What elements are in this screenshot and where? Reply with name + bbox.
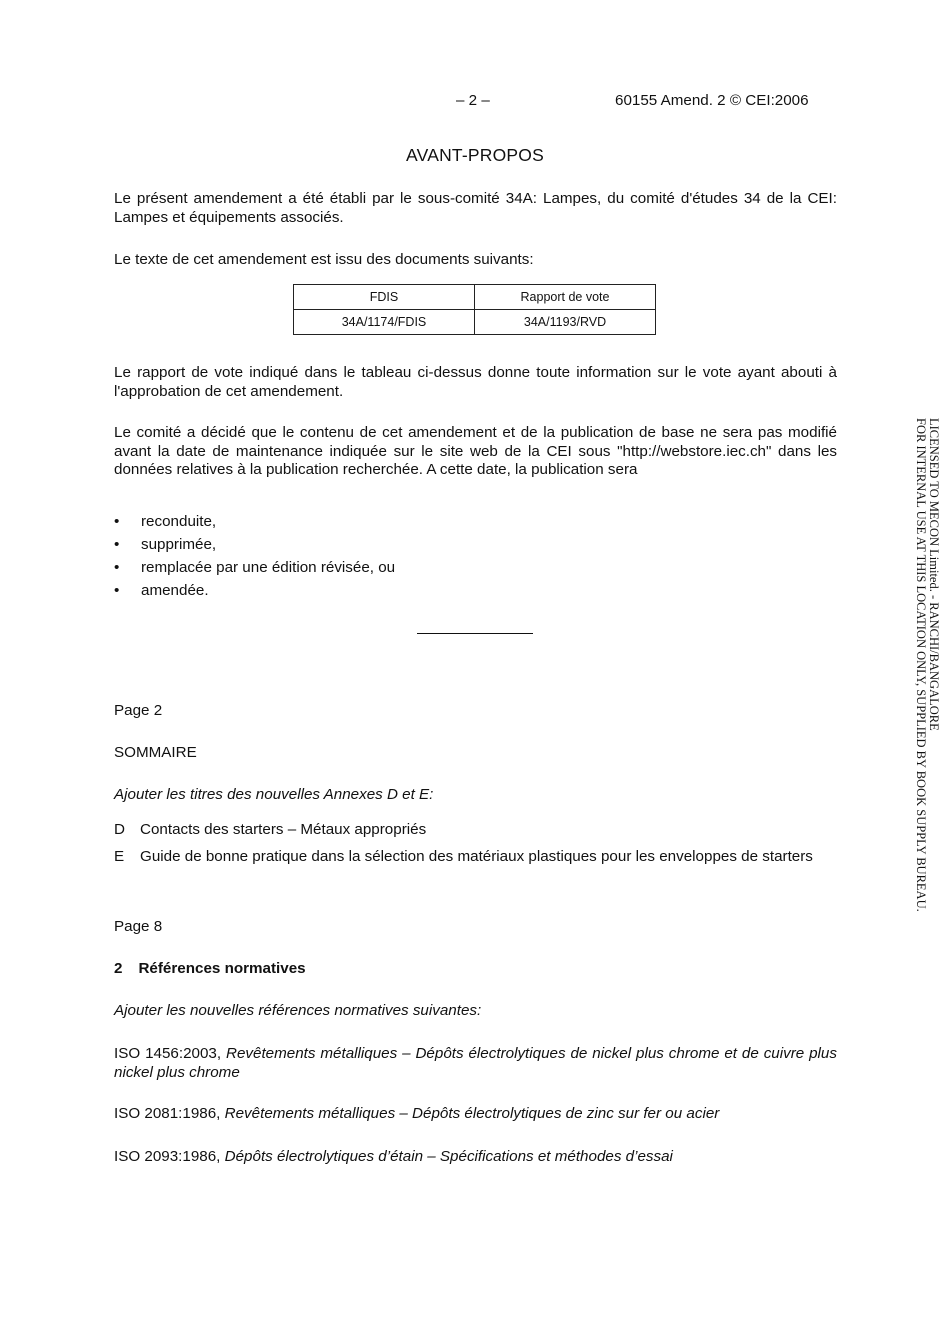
- bullet-icon: •: [114, 559, 120, 576]
- sommaire-instruction: Ajouter les titres des nouvelles Annexes D et E:: [114, 786, 434, 803]
- table-cell-rvd: 34A/1193/RVD: [475, 310, 656, 335]
- table-cell-fdis: 34A/1174/FDIS: [294, 310, 475, 335]
- voting-documents-table: [293, 284, 656, 335]
- publication-outcome-list: [114, 513, 814, 605]
- license-line-2: FOR INTERNAL USE AT THIS LOCATION ONLY, SUPPLIED BY BOOK SUPPLY BUREAU.: [914, 418, 928, 912]
- document-reference: 60155 Amend. 2 © CEI:2006: [615, 92, 809, 109]
- foreword-title: AVANT-PROPOS: [406, 145, 544, 165]
- foreword-paragraph-2: Le texte de cet amendement est issu des documents suivants:: [114, 251, 534, 268]
- license-line-1: LICENSED TO MECON Limited. - RANCHI/BANGALORE: [927, 418, 941, 731]
- clause-title: Références normatives: [138, 960, 306, 977]
- page-8-label: Page 8: [114, 918, 163, 935]
- list-item: • supprimée,: [114, 536, 217, 553]
- reference-code: ISO 2081:1986,: [114, 1105, 221, 1122]
- normative-reference: [114, 1148, 837, 1167]
- foreword-paragraph-1: Le présent amendement a été établi par le sous-comité 34A: Lampes, du comité d'études 34 de la CEI: Lampes et équipements associés.: [114, 190, 837, 226]
- page-2-label: Page 2: [114, 702, 163, 719]
- page-number: – 2 –: [456, 92, 490, 109]
- table-header-rapport: Rapport de vote: [475, 285, 656, 310]
- normative-reference: [114, 1045, 837, 1082]
- list-item: • reconduite,: [114, 513, 217, 530]
- table-row: [294, 310, 656, 335]
- reference-title: Revêtements métalliques – Dépôts électrolytiques de zinc sur fer ou acier: [224, 1105, 720, 1122]
- table-header-row: [294, 285, 656, 310]
- reference-code: ISO 2093:1986,: [114, 1148, 221, 1165]
- annex-entry-e: [114, 848, 837, 867]
- section-divider: [417, 633, 533, 634]
- foreword-paragraph-4: Le comité a décidé que le contenu de cet amendement et de la publication de base ne sera pas modifié avant la date de maintenance indiquée sur le site web de la CEI sous "http://webstore.iec.ch" dans les données relatives à la publication recherchée. A cette date, la publication sera: [114, 424, 837, 478]
- annex-letter: D: [114, 821, 125, 838]
- annex-title: Contacts des starters – Métaux appropriés: [140, 821, 427, 838]
- reference-title: Dépôts électrolytiques d’étain – Spécifications et méthodes d’essai: [224, 1148, 673, 1165]
- bullet-icon: •: [114, 513, 120, 530]
- annex-entry-d: [114, 821, 837, 840]
- list-item: • remplacée par une édition révisée, ou: [114, 559, 396, 576]
- list-item: • amendée.: [114, 582, 209, 599]
- clause-heading: [114, 960, 837, 979]
- license-notice: [912, 418, 940, 938]
- annex-title: Guide de bonne pratique dans la sélection des matériaux plastiques pour les enveloppes de starters: [140, 848, 813, 865]
- reference-code: ISO 1456:2003,: [114, 1045, 222, 1062]
- bullet-icon: •: [114, 536, 120, 553]
- references-instruction: Ajouter les nouvelles références normatives suivantes:: [114, 1002, 482, 1019]
- normative-reference: [114, 1105, 837, 1124]
- bullet-icon: •: [114, 582, 120, 599]
- sommaire-heading: SOMMAIRE: [114, 744, 197, 761]
- reference-title: Revêtements métalliques – Dépôts électrolytiques de nickel plus chrome et de cuivre plus nickel plus chrome: [114, 1045, 837, 1081]
- annex-letter: E: [114, 848, 125, 865]
- clause-number: 2: [114, 960, 123, 977]
- table-header-fdis: FDIS: [294, 285, 475, 310]
- foreword-paragraph-3: Le rapport de vote indiqué dans le tableau ci-dessus donne toute information sur le vote ayant abouti à l'approbation de cet amendement.: [114, 364, 837, 400]
